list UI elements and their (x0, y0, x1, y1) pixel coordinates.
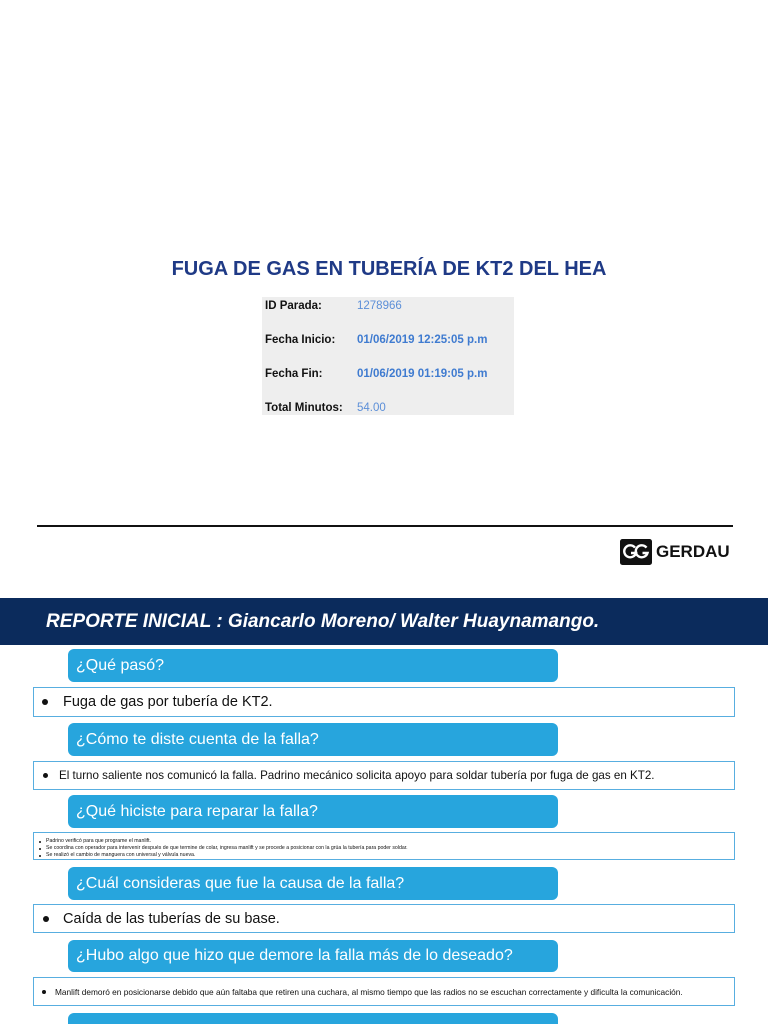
question-box (68, 867, 558, 900)
detail-label: Total Minutos: (265, 402, 343, 414)
question-label: ¿Qué hiciste para reparar la falla? (76, 802, 318, 820)
answer-text: Padrino verificó para que programe el manlift. (46, 838, 151, 844)
answer-item (34, 852, 408, 859)
bullet-icon (43, 916, 49, 922)
stop-details-panel (262, 297, 514, 415)
detail-row-start (262, 333, 514, 347)
bullet-icon (39, 855, 41, 857)
brand-name: GERDAU (656, 542, 730, 561)
detail-label: ID Parada: (265, 300, 322, 312)
question-label: ¿Cuál consideras que fue la causa de la falla? (76, 874, 405, 892)
detail-row-end (262, 367, 514, 381)
detail-value: 1278966 (357, 300, 402, 312)
answer-box (33, 761, 735, 790)
bullet-icon (42, 990, 46, 994)
answer-item (34, 905, 734, 932)
question-label: ¿Qué pasó? (76, 656, 165, 674)
detail-value: 01/06/2019 12:25:05 p.m (357, 334, 488, 346)
detail-label: Fecha Inicio: (265, 334, 336, 346)
slide-title: FUGA DE GAS EN TUBERÍA DE KT2 DEL HEA (171, 258, 607, 280)
answer-item (34, 978, 734, 1005)
report-header (0, 598, 768, 645)
answer-text: Caída de las tuberías de su base. (63, 910, 280, 927)
answer-item (34, 845, 408, 852)
detail-label: Fecha Fin: (265, 368, 323, 380)
answer-item (34, 762, 734, 789)
detail-value: 01/06/2019 01:19:05 p.m (357, 368, 488, 380)
question-label: ¿Cómo te diste cuenta de la falla? (76, 730, 319, 748)
answer-text: Manlift demoró en posicionarse debido que aún faltaba que retiren una cuchara, al mismo tiempo que las radios no se escuchan correctamente y dificulta la comunicación. (55, 986, 683, 997)
divider (37, 525, 733, 527)
bullet-icon (39, 841, 41, 843)
question-box (68, 723, 558, 756)
question-box (68, 649, 558, 682)
answer-list (34, 838, 408, 859)
answer-box (33, 832, 735, 860)
detail-row-total (262, 401, 514, 415)
bullet-icon (39, 848, 41, 850)
answer-text: Fuga de gas por tubería de KT2. (63, 694, 273, 710)
detail-value: 54.00 (357, 402, 386, 414)
answer-text: Se realizó el cambio de manguera con universal y válvula nueva. (46, 852, 196, 858)
answer-text: El turno saliente nos comunicó la falla. Padrino mecánico solicita apoyo para soldar tubería por fuga de gas en KT2. (59, 769, 655, 782)
bullet-icon (43, 773, 48, 778)
answer-item (34, 688, 734, 716)
bullet-icon (42, 699, 48, 705)
question-box (68, 940, 558, 972)
answer-box (33, 977, 735, 1006)
answer-box (33, 687, 735, 717)
answer-item (34, 838, 408, 845)
question-box (68, 795, 558, 828)
detail-row-id (262, 299, 514, 313)
question-box-partial (68, 1013, 558, 1024)
answer-text: Se coordina con operador para intervenir después de que termine de colar, ingresa manlift y se procede a posicionar con la grúa la tubería para poder soldar. (46, 845, 408, 851)
question-label: ¿Hubo algo que hizo que demore la falla más de lo deseado? (76, 947, 513, 964)
report-title: REPORTE INICIAL : Giancarlo Moreno/ Walter Huaynamango. (46, 611, 600, 632)
gerdau-logo-icon (620, 539, 652, 565)
answer-box (33, 904, 735, 933)
